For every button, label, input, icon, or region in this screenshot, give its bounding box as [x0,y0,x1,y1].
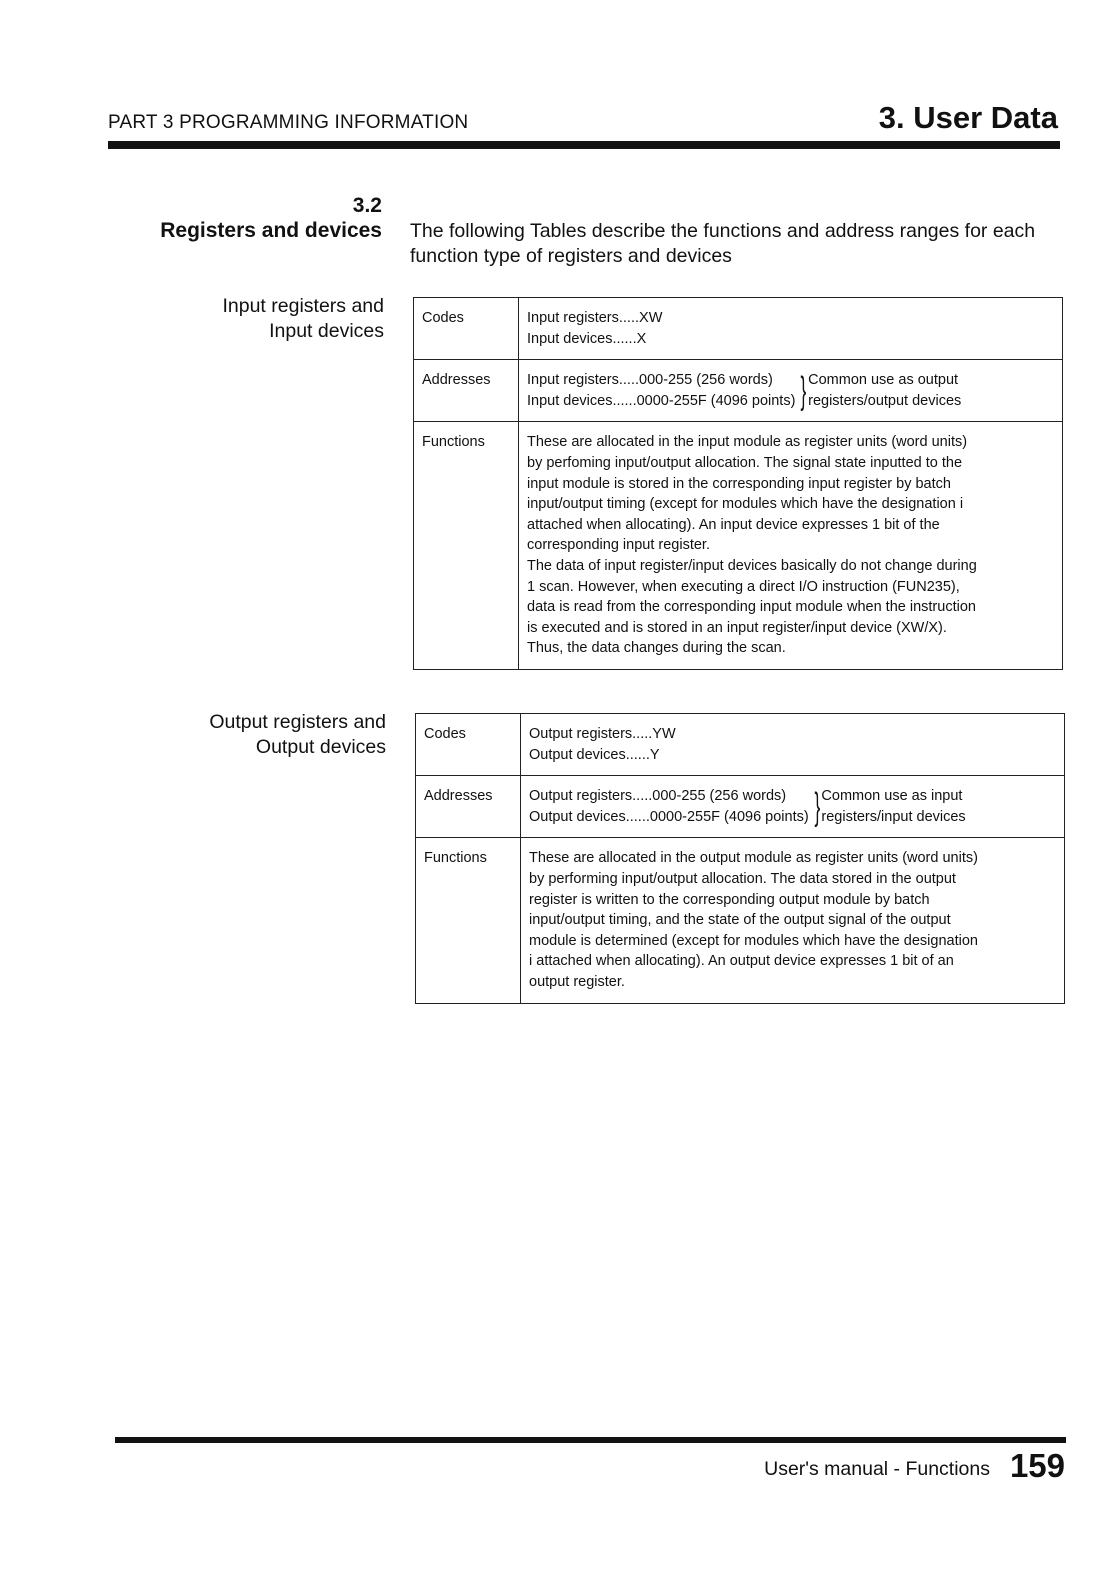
codes-key: Codes [414,298,519,360]
functions-key: Functions [416,838,521,1003]
address-note-line: Common use as output [808,372,959,389]
function-line: output register. [529,973,625,990]
codes-line: Input devices......X [527,330,647,347]
right-brace-icon: } [800,369,807,412]
codes-key: Codes [416,714,521,776]
codes-line: Output devices......Y [529,746,660,763]
codes-line: Output registers.....YW [529,726,676,742]
chapter-title: 3. User Data [878,100,1058,135]
output-table-label [106,710,386,760]
function-line: input/output timing (except for modules which have the designation i [527,496,964,513]
addresses-value [521,776,1065,838]
address-line: Input registers.....000-255 (256 words) [527,372,773,389]
function-line: attached when allocating). An input device expresses 1 bit of the [527,516,940,533]
function-line: The data of input register/input devices basically do not change during [527,557,977,574]
addresses-key: Addresses [416,776,521,838]
section-intro: The following Tables describe the functions and address ranges for each function type of registers and devices [410,220,1036,267]
function-line: corresponding input register. [527,537,710,554]
input-label-line1: Input registers and [222,295,384,317]
codes-line: Input registers.....XW [527,310,663,326]
function-line: is executed and is stored in an input register/input device (XW/X). [527,619,947,636]
output-label-line1: Output registers and [209,711,386,733]
right-brace-icon: } [814,785,820,828]
footer-rule [115,1437,1066,1443]
address-note-line: Common use as input [821,788,963,805]
address-line: Input devices......0000-255F (4096 points) [527,392,796,409]
input-label-line2: Input devices [269,320,384,342]
function-line: input module is stored in the corresponding input register by batch [527,475,951,492]
section-number: 3.2 [352,194,382,217]
table-row [416,714,1065,776]
function-line: These are allocated in the output module as register units (word units) [529,850,978,867]
header-rule [108,141,1060,149]
function-line: by performing input/output allocation. The data stored in the output [529,870,956,887]
function-line: 1 scan. However, when executing a direct I/O instruction (FUN235), [527,578,960,595]
addresses-value [519,360,1063,422]
function-line: data is read from the corresponding input module when the instruction [527,599,976,616]
addresses-key: Addresses [414,360,519,422]
table-row [416,776,1065,838]
function-line: by perfoming input/output allocation. The signal state inputted to the [527,454,963,471]
table-row [414,298,1063,360]
table-row [414,422,1063,670]
footer-manual-title: User's manual - Functions [764,1458,990,1480]
codes-value [519,298,1063,360]
table-row [416,838,1065,1003]
section-title: Registers and devices [160,219,382,242]
function-line: register is written to the corresponding output module by batch [529,891,930,908]
input-table-label [104,294,384,344]
functions-value [521,838,1065,1003]
function-line: i attached when allocating). An output device expresses 1 bit of an [529,953,954,970]
input-registers-table [413,297,1063,670]
function-line: Thus, the data changes during the scan. [527,640,786,657]
address-line: Output registers.....000-255 (256 words) [529,788,787,805]
function-line: These are allocated in the input module as register units (word units) [527,434,968,451]
function-line: input/output timing, and the state of the output signal of the output [529,912,951,929]
function-line: module is determined (except for modules which have the designation [529,932,978,949]
functions-value [519,422,1063,670]
page-number: 159 [1009,1447,1065,1484]
address-note-line: registers/input devices [821,808,966,825]
address-note-line: registers/output devices [808,392,962,409]
table-row [414,360,1063,422]
codes-value [521,714,1065,776]
output-label-line2: Output devices [255,736,386,758]
output-registers-table [415,713,1065,1004]
running-header-part: PART 3 PROGRAMMING INFORMATION [108,112,469,133]
address-line: Output devices......0000-255F (4096 points) [529,808,809,825]
functions-key: Functions [414,422,519,670]
